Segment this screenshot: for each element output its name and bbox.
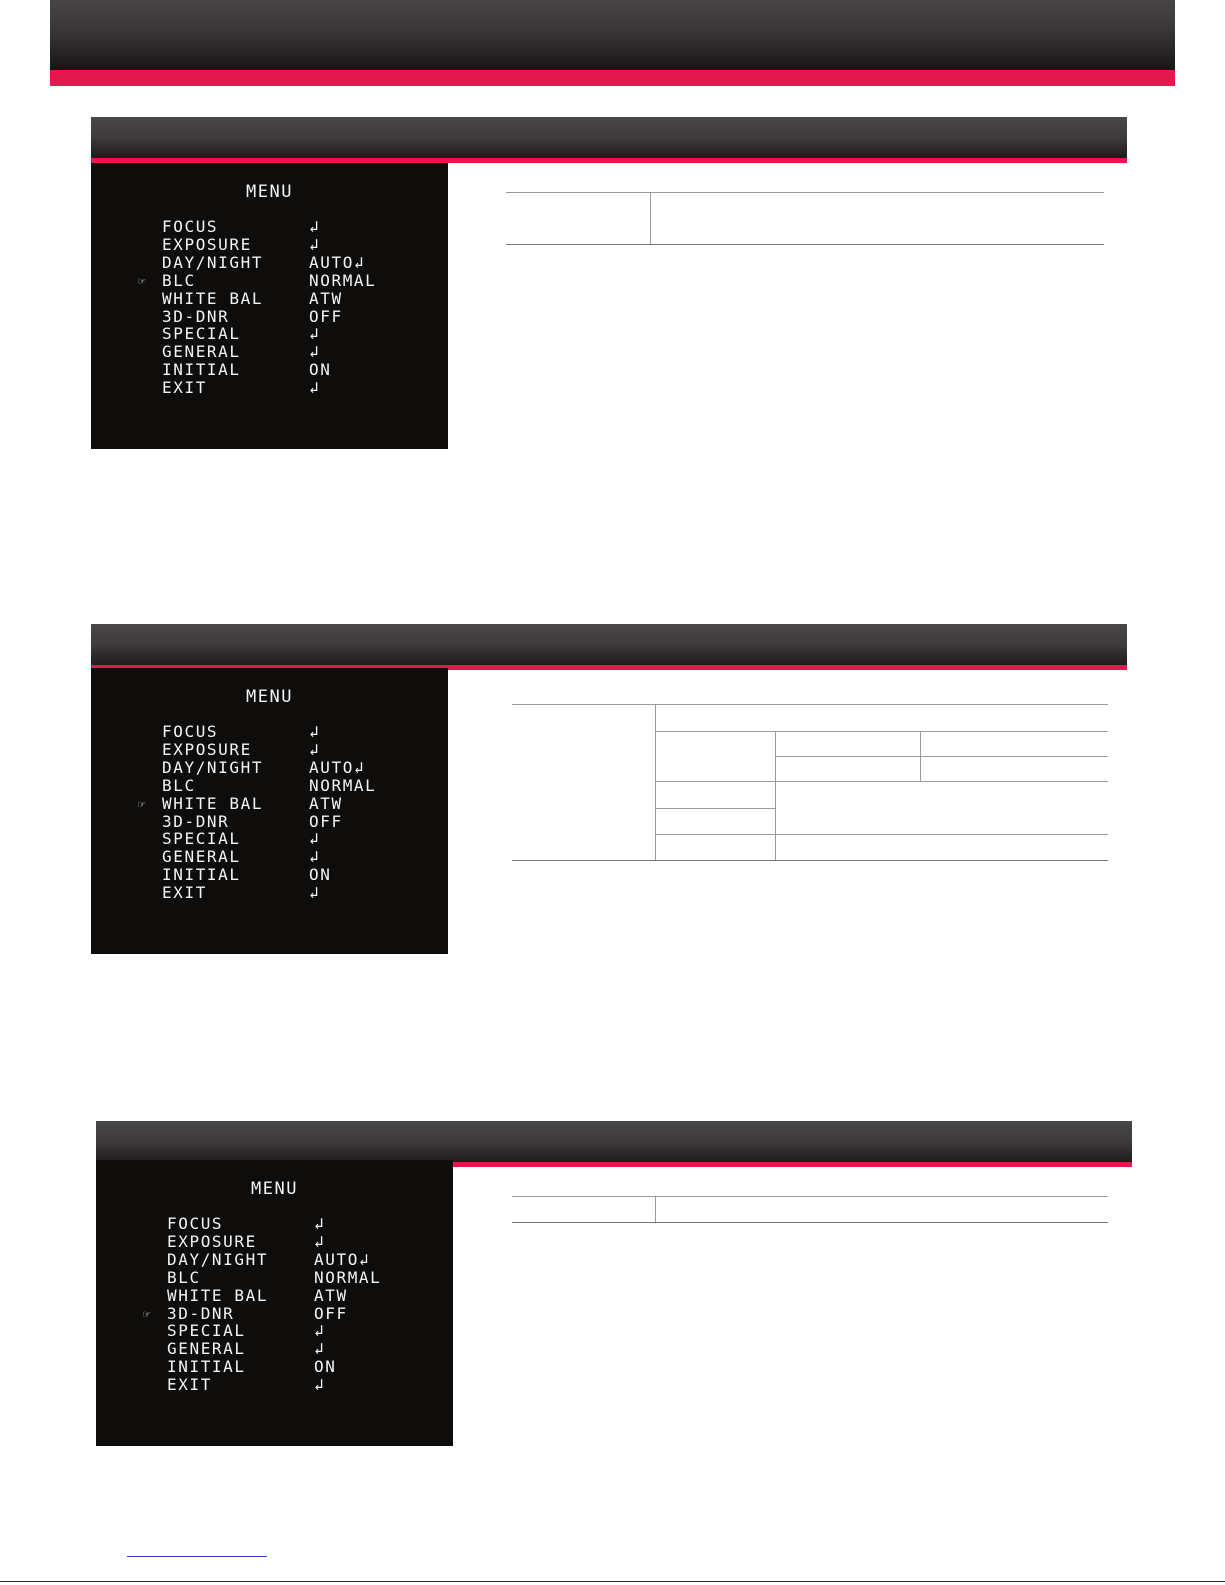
osd-menu-item-label: EXIT <box>162 378 207 398</box>
osd-menu-item <box>91 379 448 397</box>
osd-menu-screenshot-3 <box>96 1160 453 1446</box>
osd-menu-item-value: AUTO↲ <box>309 757 366 777</box>
osd-menu-item <box>96 1233 453 1251</box>
osd-menu-item <box>91 343 448 361</box>
osd-menu-item <box>91 308 448 326</box>
osd-menu-item-label: WHITE BAL <box>167 1285 269 1305</box>
osd-menu-item-value: ON <box>314 1357 337 1377</box>
osd-menu-item-label: BLC <box>167 1267 201 1287</box>
osd-menu-screenshot-1 <box>91 163 448 449</box>
osd-menu-item-value: ↲ <box>309 883 321 903</box>
osd-menu-title: MENU <box>246 687 293 707</box>
osd-menu-item <box>91 723 448 741</box>
osd-menu-item-value: OFF <box>309 306 343 326</box>
osd-menu-item-label: EXPOSURE <box>167 1231 257 1251</box>
osd-menu-item <box>96 1322 453 1340</box>
osd-menu-item-value: ↲ <box>314 1321 326 1341</box>
osd-menu-item-value: NORMAL <box>309 270 377 290</box>
osd-menu-item-label: DAY/NIGHT <box>167 1249 269 1269</box>
section-header-2 <box>91 624 1127 670</box>
osd-menu-item-label: GENERAL <box>167 1339 246 1359</box>
osd-menu-item-value: ↲ <box>309 217 321 236</box>
osd-menu-item-label: WHITE BAL <box>162 793 264 813</box>
osd-menu-item-value: ↲ <box>309 829 321 849</box>
osd-menu-item <box>96 1251 453 1269</box>
osd-menu-item <box>91 361 448 379</box>
osd-menu-item <box>91 777 448 795</box>
osd-menu-item <box>91 325 448 343</box>
osd-menu-item <box>91 272 448 290</box>
osd-menu-item-label: GENERAL <box>162 847 241 867</box>
top-banner <box>50 0 1175 86</box>
footer-rule <box>0 1581 1225 1582</box>
pointing-hand-cursor-icon: ☞ <box>143 1306 152 1321</box>
osd-menu-title: MENU <box>251 1179 298 1199</box>
osd-menu-item <box>91 848 448 866</box>
osd-menu-item <box>91 218 448 236</box>
osd-menu-item-value: ↲ <box>309 324 321 344</box>
osd-menu-item-value: ↲ <box>309 739 321 759</box>
osd-menu-item-label: 3D-DNR <box>167 1303 235 1323</box>
osd-menu-item-value: NORMAL <box>314 1267 382 1287</box>
osd-menu-item-value: ATW <box>309 288 343 308</box>
osd-menu-item-value: ATW <box>314 1285 348 1305</box>
settings-table-1 <box>506 192 1104 247</box>
osd-menu-item-label: SPECIAL <box>162 829 241 849</box>
osd-menu-item-label: DAY/NIGHT <box>162 252 264 272</box>
osd-menu-item-value: ↲ <box>314 1214 326 1233</box>
osd-menu-item <box>91 884 448 902</box>
osd-menu-item-label: SPECIAL <box>167 1321 246 1341</box>
osd-menu-item-label: EXIT <box>167 1375 212 1395</box>
settings-table-2 <box>512 704 1110 864</box>
osd-menu-item-value: AUTO↲ <box>314 1249 371 1269</box>
osd-menu-title: MENU <box>246 182 293 202</box>
osd-menu-item-label: GENERAL <box>162 342 241 362</box>
osd-menu-item <box>96 1287 453 1305</box>
osd-menu-item <box>91 759 448 777</box>
osd-menu-item-value: ↲ <box>309 234 321 254</box>
settings-table-3 <box>512 1196 1110 1226</box>
osd-menu-item <box>96 1358 453 1376</box>
top-banner-accent-stripe <box>50 70 1175 86</box>
osd-menu-item-label: WHITE BAL <box>162 288 264 308</box>
osd-menu-item <box>91 866 448 884</box>
osd-menu-item-value: ATW <box>309 793 343 813</box>
osd-menu-item <box>91 813 448 831</box>
osd-menu-item-value: ↲ <box>314 1339 326 1359</box>
osd-menu-item <box>91 236 448 254</box>
osd-menu-item <box>96 1215 453 1233</box>
osd-menu-item-label: FOCUS <box>162 217 219 236</box>
osd-menu-item-label: FOCUS <box>167 1214 224 1233</box>
osd-menu-screenshot-2 <box>91 668 448 954</box>
osd-menu-item <box>96 1269 453 1287</box>
osd-menu-item <box>91 830 448 848</box>
osd-menu-item-label: EXIT <box>162 883 207 903</box>
pointing-hand-cursor-icon: ☞ <box>138 796 147 811</box>
osd-menu-item-label: SPECIAL <box>162 324 241 344</box>
osd-menu-item <box>91 741 448 759</box>
osd-menu-item-label: FOCUS <box>162 722 219 741</box>
osd-menu-item-label: 3D-DNR <box>162 811 230 831</box>
osd-menu-item-value: OFF <box>309 811 343 831</box>
osd-menu-item-label: BLC <box>162 775 196 795</box>
osd-menu-item <box>91 290 448 308</box>
osd-menu-item-label: EXPOSURE <box>162 234 252 254</box>
osd-menu-item-value: ON <box>309 360 332 380</box>
osd-menu-item-label: INITIAL <box>162 865 241 885</box>
osd-menu-item-value: ↲ <box>314 1231 326 1251</box>
osd-menu-item-value: ↲ <box>309 847 321 867</box>
osd-menu-item-value: AUTO↲ <box>309 252 366 272</box>
osd-menu-item-value: ↲ <box>309 342 321 362</box>
pointing-hand-cursor-icon: ☞ <box>138 273 147 288</box>
osd-menu-item-value: ↲ <box>309 378 321 398</box>
osd-menu-item-label: BLC <box>162 270 196 290</box>
osd-menu-item-value: ON <box>309 865 332 885</box>
osd-menu-item <box>91 254 448 272</box>
osd-menu-item-value: ↲ <box>314 1375 326 1395</box>
osd-menu-item-label: INITIAL <box>162 360 241 380</box>
osd-menu-item <box>96 1340 453 1358</box>
osd-menu-item-value: ↲ <box>309 722 321 741</box>
osd-menu-item-value: OFF <box>314 1303 348 1323</box>
footer-link-underline[interactable] <box>127 1556 267 1557</box>
osd-menu-item-label: INITIAL <box>167 1357 246 1377</box>
osd-menu-item <box>96 1376 453 1394</box>
osd-menu-item-label: DAY/NIGHT <box>162 757 264 777</box>
osd-menu-item-value: NORMAL <box>309 775 377 795</box>
osd-menu-item-label: 3D-DNR <box>162 306 230 326</box>
section-header-1 <box>91 117 1127 163</box>
osd-menu-item <box>96 1305 453 1323</box>
osd-menu-item <box>91 795 448 813</box>
osd-menu-item-label: EXPOSURE <box>162 739 252 759</box>
